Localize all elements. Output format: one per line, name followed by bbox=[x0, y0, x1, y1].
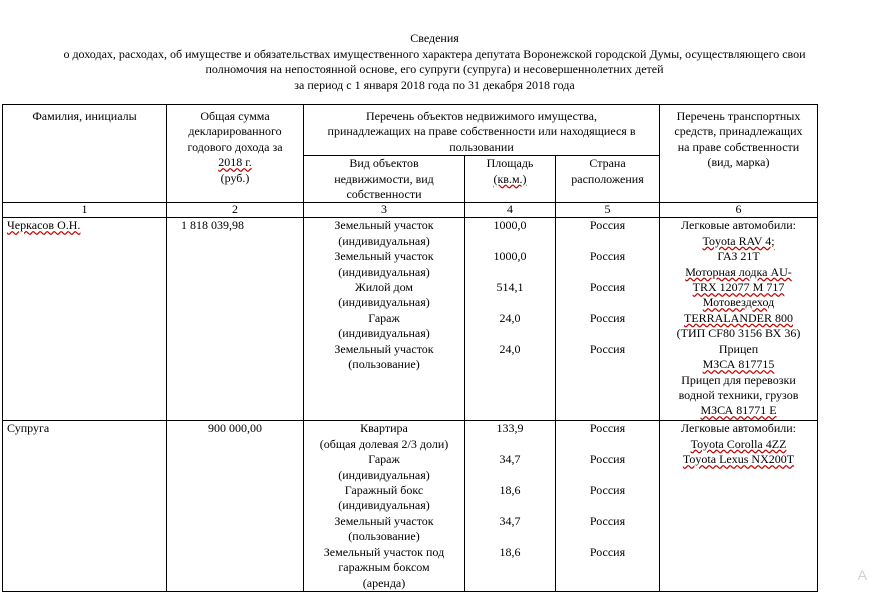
document-header bbox=[0, 31, 869, 93]
column-number: 4 bbox=[465, 203, 556, 218]
header-realty-type: Вид объектов недвижимости, вид собственности bbox=[304, 156, 465, 203]
declarant-name: Черкасов О.Н. bbox=[3, 218, 167, 421]
column-numbers-row bbox=[3, 203, 818, 218]
header-realty-country: Страна расположения bbox=[556, 156, 660, 203]
realty-countries: Россия Россия Россия Россия Россия bbox=[556, 421, 660, 591]
header-transport: Перечень транспортных средств, принадлежащих на праве собственности (вид, марка) bbox=[660, 105, 818, 203]
realty-types: Квартира (общая долевая 2/3 доли) Гараж (индивидуальная) Гаражный бокс (индивидуальная) Земельный участок (пользование) Земельный участок под гаражным боксом (аренда) bbox=[304, 421, 465, 591]
header-name: Фамилия, инициалы bbox=[3, 105, 167, 203]
column-number: 1 bbox=[3, 203, 167, 218]
transport-list: Легковые автомобили: Toyota Corolla 4ZZ Toyota Lexus NX200T bbox=[660, 421, 818, 591]
spouse-name: Супруга bbox=[3, 421, 167, 591]
header-income: Общая сумма декларированного годового дохода за 2018 г. (руб.) bbox=[167, 105, 304, 203]
header-line-2: о доходах, расходах, об имуществе и обязательствах имущественного характера депутата Воронежской городской Думы, осуществляющего свои bbox=[63, 46, 806, 61]
declarant-income: 1 818 039,98 bbox=[167, 218, 304, 421]
realty-areas: 133,9 34,7 18,6 34,7 18,6 bbox=[465, 421, 556, 591]
realty-areas: 1000,0 1000,0 514,1 24,0 24,0 bbox=[465, 218, 556, 421]
realty-countries: Россия Россия Россия Россия Россия bbox=[556, 218, 660, 421]
table-row bbox=[3, 218, 818, 421]
column-number: 6 bbox=[660, 203, 818, 218]
realty-types: Земельный участок (индивидуальная) Земельный участок (индивидуальная) Жилой дом (индивидуальная) Гараж (индивидуальная) Земельный участок (пользование) bbox=[304, 218, 465, 421]
table-row bbox=[3, 421, 818, 591]
corner-mark: A bbox=[857, 567, 867, 583]
column-number: 3 bbox=[304, 203, 465, 218]
transport-list: Легковые автомобили: Toyota RAV 4; ГАЗ 21Т Моторная лодка AU- TRX 12077 M 717 Мотовездеход TERRALANDER 800 (ТИП CF80 3156 ВХ 36) Прицеп МЗСА 817715 Прицеп для перевозки водной техники, грузов МЗСА 81771 Е bbox=[660, 218, 818, 421]
header-realty-area: Площадь (кв.м.) bbox=[465, 156, 556, 203]
header-line-3: полномочия на непостоянной основе, его супруги (супруга) и несовершеннолетних детей bbox=[205, 62, 664, 76]
header-realty: Перечень объектов недвижимого имущества, принадлежащих на праве собственности или находящиеся в пользовании bbox=[304, 105, 660, 156]
header-line-4: за период с 1 января 2018 года по 31 декабря 2018 года bbox=[294, 77, 575, 92]
declaration-table bbox=[2, 104, 818, 592]
column-number: 2 bbox=[167, 203, 304, 218]
spouse-income: 900 000,00 bbox=[167, 421, 304, 591]
column-number: 5 bbox=[556, 203, 660, 218]
document-title: Сведения bbox=[410, 31, 459, 45]
